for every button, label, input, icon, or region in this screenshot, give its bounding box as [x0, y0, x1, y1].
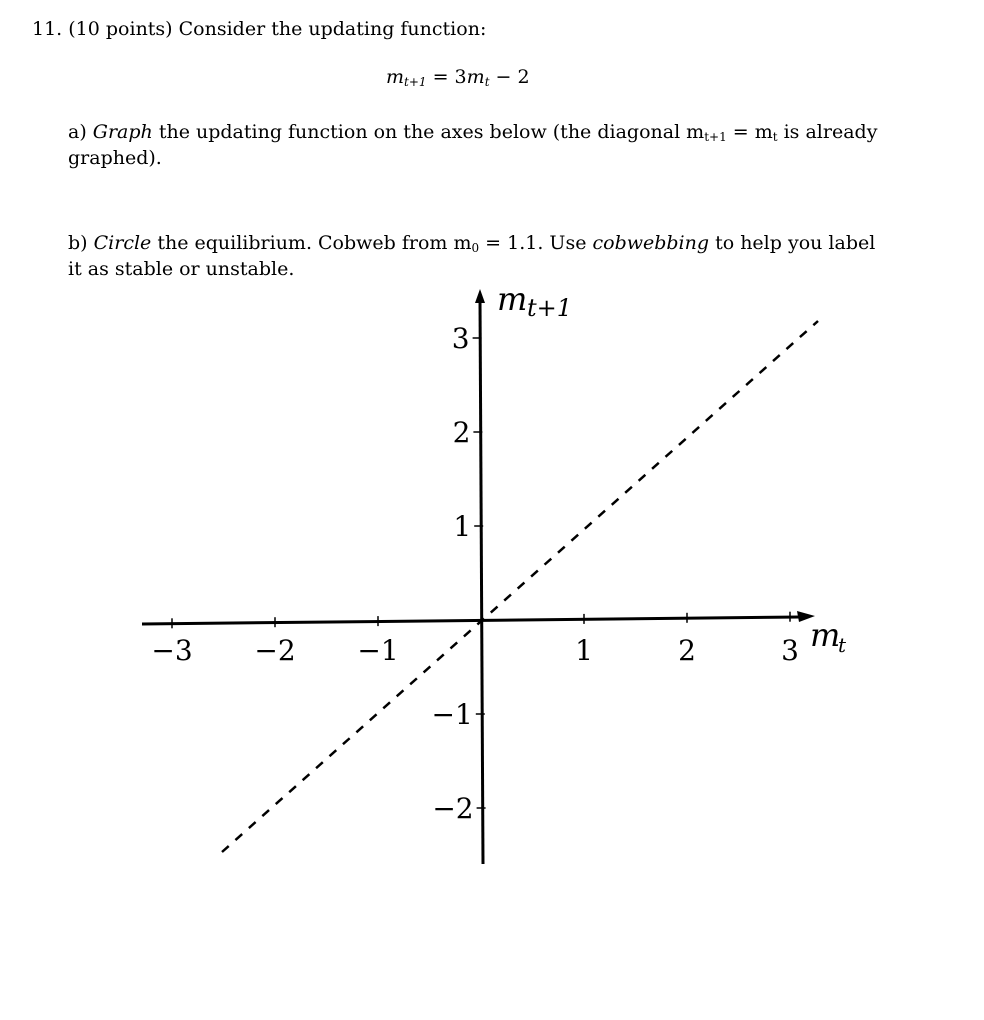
x-axis-label-sub: t	[838, 633, 847, 657]
part-a-line2: graphed).	[68, 147, 162, 169]
x-tick-label: −1	[357, 634, 399, 667]
y-tick-label: −1	[431, 698, 473, 731]
part-a-mid: = m	[726, 121, 773, 143]
part-a-sub1: t+1	[704, 130, 727, 144]
x-tick-label: −2	[254, 634, 296, 667]
x-axis-label: m	[810, 616, 841, 654]
question-header: 11. (10 points) Consider the updating function:	[32, 18, 487, 40]
y-tick-label: 1	[453, 510, 472, 543]
part-b-verb: Circle	[93, 232, 152, 254]
part-a-verb: Graph	[92, 121, 153, 143]
x-tick-label: 3	[781, 634, 799, 667]
diagonal-dashed-line	[222, 321, 818, 852]
y-tick-label: 2	[452, 416, 471, 449]
y-axis-arrow	[475, 289, 485, 303]
y-tick-label: 3	[451, 322, 470, 355]
x-tick-label: 2	[678, 634, 696, 667]
part-a-body: the updating function on the axes below (the diagonal m	[152, 121, 705, 143]
part-a-end: is already	[777, 121, 878, 143]
x-tick-label: 1	[575, 634, 593, 667]
part-b-sub: 0	[471, 241, 480, 255]
x-axis	[142, 617, 800, 624]
part-b-end: to help you label	[709, 232, 876, 254]
part-b-mid: = 1.1. Use	[479, 232, 593, 254]
part-a-label: a)	[68, 121, 93, 143]
part-b-body: the equilibrium. Cobweb from m	[151, 232, 472, 254]
part-b-label: b)	[68, 232, 94, 254]
y-axis	[480, 300, 483, 864]
eq-lhs: $m_{t+1}$	[386, 66, 427, 89]
y-axis-label-sub: t+1	[527, 294, 573, 322]
part-b-line2: it as stable or unstable.	[68, 258, 295, 280]
y-axis-label: m	[497, 280, 528, 318]
part-b-cobwebbing: cobwebbing	[592, 232, 710, 254]
eq-rhs: = 3	[432, 66, 467, 88]
x-tick-label: −3	[151, 634, 193, 667]
updating-equation: $m_{t+1} = 3m_t - 2$	[386, 66, 530, 89]
part-a-sub2: t	[772, 130, 778, 144]
y-tick-label: −2	[432, 792, 474, 825]
